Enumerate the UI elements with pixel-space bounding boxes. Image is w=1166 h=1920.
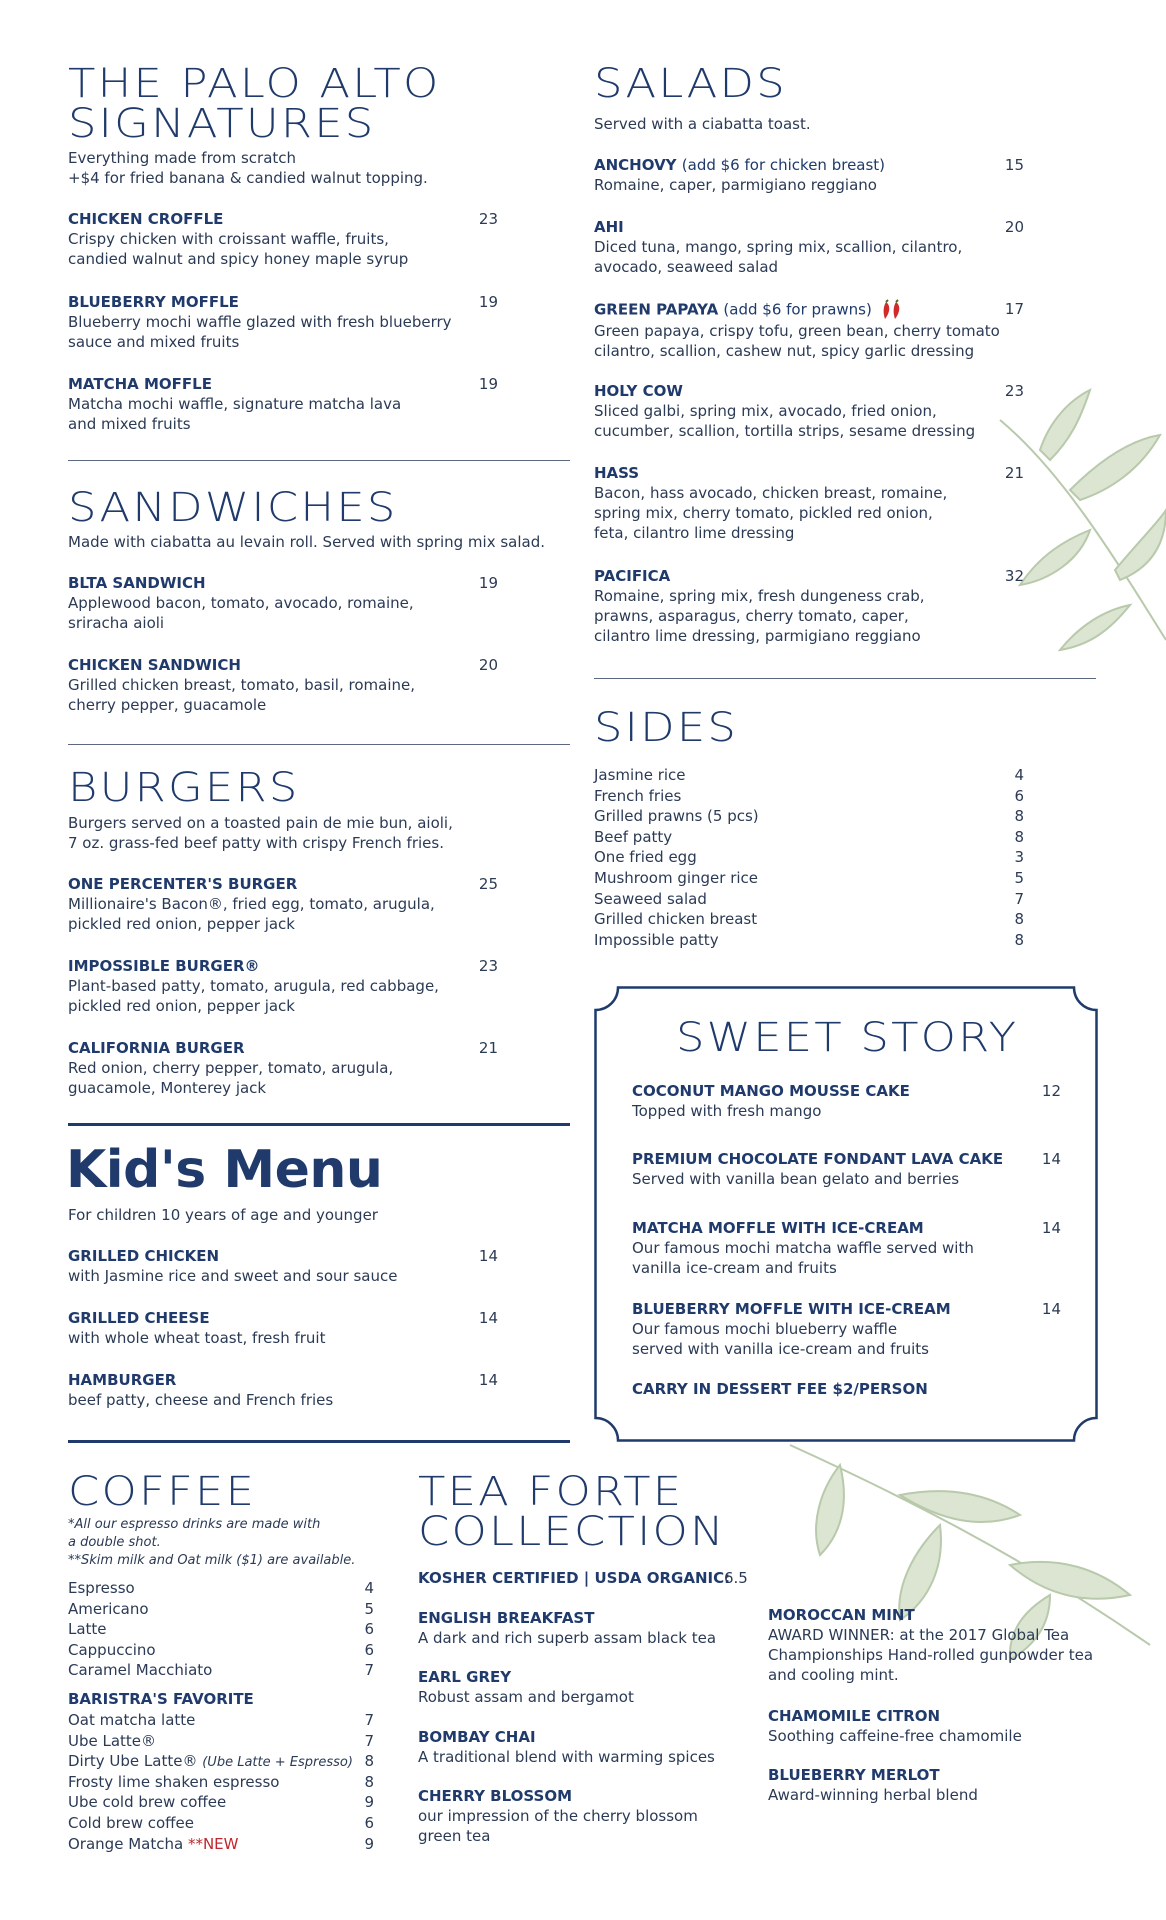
sandwiches-title: SANDWICHES [68, 485, 398, 531]
signatures-subtitle-2: +$4 for fried banana & candied walnut topping. [68, 169, 428, 187]
menu-item [68, 956, 508, 1016]
menu-item [594, 299, 1014, 361]
side-item: Seaweed salad [594, 889, 707, 908]
side-item: Beef patty [594, 827, 673, 846]
favorite-item: Cold brew coffee [68, 1814, 194, 1832]
item-description: Green papaya, crispy tofu, green bean, cherry tomato cilantro, scallion, cashew nut, spicy garlic dressing [594, 322, 1000, 360]
item-name: BLUEBERRY MOFFLE [68, 293, 239, 311]
favorite-price: 8 [364, 1772, 374, 1791]
item-name: GRILLED CHEESE [68, 1309, 210, 1327]
item-price: 21 [1004, 464, 1024, 482]
item-description: Our famous mochi blueberry waffle served with vanilla ice-cream and fruits [632, 1320, 929, 1358]
favorite-item: Ube cold brew coffee [68, 1793, 227, 1812]
signatures-title-line2: SIGNATURES [68, 101, 376, 147]
favorite-price: 9 [364, 1793, 374, 1812]
tea-item [768, 1605, 1108, 1685]
signatures-title-line1: THE PALO ALTO [68, 61, 441, 107]
item-name: PACIFICA [594, 567, 671, 585]
favorite-item: Oat matcha latte [68, 1711, 196, 1729]
item-description: Romaine, caper, parmigiano reggiano [594, 176, 877, 194]
tea-name: BLUEBERRY MERLOT [768, 1766, 940, 1784]
side-price: 7 [1014, 889, 1024, 908]
menu-item [68, 292, 508, 352]
side-item: Impossible patty [594, 930, 719, 949]
item-price: 25 [478, 875, 498, 893]
item-price: 23 [1004, 382, 1024, 400]
item-name: BLUEBERRY MOFFLE WITH ICE-CREAM [632, 1300, 951, 1318]
coffee-item: Espresso [68, 1579, 135, 1597]
menu-item [632, 1299, 1032, 1359]
tea-title-line1: TEA FORTE [418, 1469, 684, 1515]
tea-description: Award-winning herbal blend [768, 1786, 978, 1804]
item-name: AHI [594, 218, 624, 236]
item-price: 23 [478, 210, 498, 228]
favorite-price: 9 [364, 1834, 374, 1853]
item-name: MATCHA MOFFLE [68, 375, 212, 393]
tea-item [768, 1706, 1108, 1746]
side-price: 8 [1014, 827, 1024, 846]
item-name-text: ANCHOVY [594, 156, 677, 174]
item-description: Sliced galbi, spring mix, avocado, fried onion, cucumber, scallion, tortilla strips, sesame dressing [594, 402, 976, 440]
favorite-item [68, 1834, 238, 1855]
tea-description: our impression of the cherry blossom green tea [418, 1807, 698, 1845]
menu-item [594, 381, 1014, 441]
tea-item [418, 1727, 738, 1767]
item-name: HOLY COW [594, 382, 683, 400]
tea-item [418, 1608, 738, 1648]
tea-name: EARL GREY [418, 1668, 512, 1686]
section-divider [68, 744, 570, 745]
side-item: Jasmine rice [594, 766, 686, 784]
kids-menu-title: Kid's Menu [66, 1140, 383, 1200]
item-description: Our famous mochi matcha waffle served with vanilla ice-cream and fruits [632, 1239, 974, 1277]
coffee-item: Americano [68, 1599, 149, 1618]
coffee-note: *All our espresso drinks are made with a double shot. **Skim milk and Oat milk ($1) are available. [68, 1517, 356, 1568]
menu-item [68, 1038, 508, 1098]
item-price: 19 [478, 375, 498, 393]
item-description: Served with vanilla bean gelato and berries [632, 1170, 960, 1188]
item-name: GRILLED CHICKEN [68, 1247, 220, 1265]
item-description: Applewood bacon, tomato, avocado, romaine, sriracha aioli [68, 594, 414, 632]
menu-item [632, 1149, 1032, 1189]
item-description: with Jasmine rice and sweet and sour sauce [68, 1267, 398, 1285]
item-note: (add $6 for prawns) [723, 300, 872, 319]
coffee-item: Caramel Macchiato [68, 1661, 213, 1680]
burgers-subtitle-1: Burgers served on a toasted pain de mie bun, aioli, [68, 814, 453, 832]
menu-item [632, 1081, 1032, 1121]
side-item: Grilled chicken breast [594, 910, 758, 929]
tea-description: A traditional blend with warming spices [418, 1748, 715, 1766]
tea-item [768, 1765, 1108, 1805]
item-description: Romaine, spring mix, fresh dungeness crab, prawns, asparagus, cherry tomato, caper, cilantro lime dressing, parmigiano reggiano [594, 587, 925, 645]
item-price: 19 [478, 574, 498, 592]
item-name: CHICKEN SANDWICH [68, 656, 241, 674]
tea-name: BOMBAY CHAI [418, 1728, 536, 1746]
item-price: 12 [1041, 1082, 1061, 1100]
kids-subtitle: For children 10 years of age and younger [68, 1206, 378, 1224]
item-name: HASS [594, 464, 640, 482]
side-item: Mushroom ginger rice [594, 869, 759, 887]
item-price: 19 [478, 293, 498, 311]
tea-name: MOROCCAN MINT [768, 1606, 915, 1624]
sandwiches-subtitle: Made with ciabatta au levain roll. Served with spring mix salad. [68, 533, 545, 551]
menu-item [594, 463, 1014, 543]
item-description: Topped with fresh mango [632, 1102, 822, 1120]
item-price: 32 [1004, 567, 1024, 585]
item-name: CALIFORNIA BURGER [68, 1039, 245, 1057]
item-price: 20 [478, 656, 498, 674]
coffee-price: 7 [364, 1661, 374, 1680]
favorite-price: 7 [364, 1731, 374, 1750]
favorite-item-extra: (Ube Latte + Espresso) [202, 1755, 353, 1771]
favorite-price: 6 [364, 1814, 374, 1832]
dessert-fee-note: CARRY IN DESSERT FEE $2/PERSON [632, 1380, 928, 1398]
menu-item [68, 1370, 508, 1410]
coffee-item: Cappuccino [68, 1640, 156, 1659]
item-name: ONE PERCENTER'S BURGER [68, 875, 298, 893]
item-price: 14 [478, 1371, 498, 1389]
tea-certification: KOSHER CERTIFIED | USDA ORGANIC: [418, 1569, 731, 1587]
burgers-subtitle-2: 7 oz. grass-fed beef patty with crispy French fries. [68, 834, 444, 852]
side-item: French fries [594, 786, 682, 805]
tea-price: 6.5 [724, 1569, 748, 1587]
menu-item [594, 566, 1014, 646]
item-name [594, 299, 1014, 321]
item-price: 20 [1004, 218, 1024, 236]
favorite-item: Frosty lime shaken espresso [68, 1772, 280, 1791]
side-item: One fried egg [594, 848, 697, 867]
tea-description: A dark and rich superb assam black tea [418, 1629, 717, 1647]
tea-description: AWARD WINNER: at the 2017 Global Tea Championships Hand-rolled gunpowder tea and cooling mint. [768, 1626, 1094, 1684]
menu-item [68, 374, 508, 434]
item-name [594, 155, 1014, 175]
favorite-price: 8 [364, 1752, 374, 1771]
baristas-favorite-heading: BARISTRA'S FAVORITE [68, 1690, 254, 1708]
menu-item [68, 209, 508, 269]
item-description: Millionaire's Bacon®, fried egg, tomato, arugula, pickled red onion, pepper jack [68, 895, 435, 933]
tea-item [418, 1667, 738, 1707]
menu-item [594, 217, 1014, 277]
menu-item [632, 1218, 1032, 1278]
side-item: Grilled prawns (5 pcs) [594, 807, 759, 826]
side-price: 5 [1014, 869, 1024, 887]
tea-name: CHERRY BLOSSOM [418, 1787, 572, 1805]
coffee-title: COFFEE [68, 1469, 257, 1515]
tea-name: CHAMOMILE CITRON [768, 1707, 941, 1725]
item-description: Matcha mochi waffle, signature matcha lava and mixed fruits [68, 395, 402, 433]
tea-name: ENGLISH BREAKFAST [418, 1609, 595, 1627]
section-divider-thick [68, 1123, 570, 1126]
item-price: 14 [1041, 1300, 1061, 1318]
section-divider-thick [68, 1440, 570, 1443]
item-description: Diced tuna, mango, spring mix, scallion, cilantro, avocado, seaweed salad [594, 238, 963, 276]
item-price: 17 [1004, 300, 1024, 318]
menu-item [68, 655, 508, 715]
item-name: BLTA SANDWICH [68, 574, 206, 592]
favorite-item [68, 1751, 353, 1774]
item-price: 21 [478, 1039, 498, 1057]
item-description: Red onion, cherry pepper, tomato, arugula, guacamole, Monterey jack [68, 1059, 394, 1097]
tea-description: Soothing caffeine-free chamomile [768, 1727, 1022, 1745]
favorite-price: 7 [364, 1711, 374, 1729]
section-divider [68, 460, 570, 461]
item-name: COCONUT MANGO MOUSSE CAKE [632, 1082, 910, 1100]
item-price: 14 [478, 1247, 498, 1265]
tea-description: Robust assam and bergamot [418, 1688, 634, 1706]
item-description: Blueberry mochi waffle glazed with fresh blueberry sauce and mixed fruits [68, 313, 452, 351]
salads-title: SALADS [594, 61, 787, 107]
item-name: MATCHA MOFFLE WITH ICE-CREAM [632, 1219, 924, 1237]
section-divider [594, 678, 1096, 679]
sides-title: SIDES [594, 705, 739, 751]
menu-item [68, 874, 508, 934]
item-note: (add $6 for chicken breast) [681, 156, 886, 174]
item-name: PREMIUM CHOCOLATE FONDANT LAVA CAKE [632, 1150, 1004, 1168]
item-description: Bacon, hass avocado, chicken breast, romaine, spring mix, cherry tomato, pickled red onion, feta, cilantro lime dressing [594, 484, 948, 542]
tea-title-line2: COLLECTION [418, 1509, 726, 1555]
favorite-item-name: Dirty Ube Latte® [68, 1752, 198, 1771]
menu-item [594, 155, 1014, 195]
item-price: 14 [1041, 1219, 1061, 1237]
menu-item [68, 1308, 508, 1348]
coffee-price: 5 [364, 1599, 374, 1618]
item-price: 14 [1041, 1150, 1061, 1168]
salads-subtitle: Served with a ciabatta toast. [594, 115, 811, 133]
item-description: with whole wheat toast, fresh fruit [68, 1329, 326, 1347]
side-price: 8 [1014, 910, 1024, 929]
item-name: HAMBURGER [68, 1371, 177, 1389]
item-name: IMPOSSIBLE BURGER® [68, 957, 260, 975]
side-price: 8 [1014, 930, 1024, 949]
coffee-item: Latte [68, 1620, 107, 1639]
item-price: 15 [1004, 156, 1024, 174]
item-price: 23 [478, 957, 498, 975]
side-price: 6 [1014, 786, 1024, 805]
coffee-price: 6 [364, 1640, 374, 1659]
item-price: 14 [478, 1309, 498, 1327]
item-description: Plant-based patty, tomato, arugula, red cabbage, pickled red onion, pepper jack [68, 977, 439, 1015]
menu-item [68, 573, 508, 633]
item-description: Grilled chicken breast, tomato, basil, romaine, cherry pepper, guacamole [68, 676, 415, 714]
menu-item [68, 1246, 508, 1286]
item-description: Crispy chicken with croissant waffle, fruits, candied walnut and spicy honey maple syrup [68, 230, 409, 268]
burgers-title: BURGERS [68, 765, 300, 811]
side-price: 3 [1014, 848, 1024, 867]
sweet-story-title: SWEET STORY [676, 1015, 1019, 1061]
signatures-subtitle-1: Everything made from scratch [68, 149, 297, 167]
coffee-price: 6 [364, 1620, 374, 1639]
item-description: beef patty, cheese and French fries [68, 1391, 334, 1409]
chili-pepper-icon [881, 299, 905, 321]
new-tag: **NEW [187, 1834, 239, 1853]
item-name: CHICKEN CROFFLE [68, 210, 224, 228]
favorite-item-name: Orange Matcha [68, 1834, 184, 1853]
tea-item [418, 1786, 738, 1846]
favorite-item: Ube Latte® [68, 1731, 157, 1750]
side-price: 4 [1014, 766, 1024, 784]
coffee-price: 4 [364, 1579, 374, 1597]
item-name-text: GREEN PAPAYA [594, 300, 719, 319]
side-price: 8 [1014, 807, 1024, 826]
